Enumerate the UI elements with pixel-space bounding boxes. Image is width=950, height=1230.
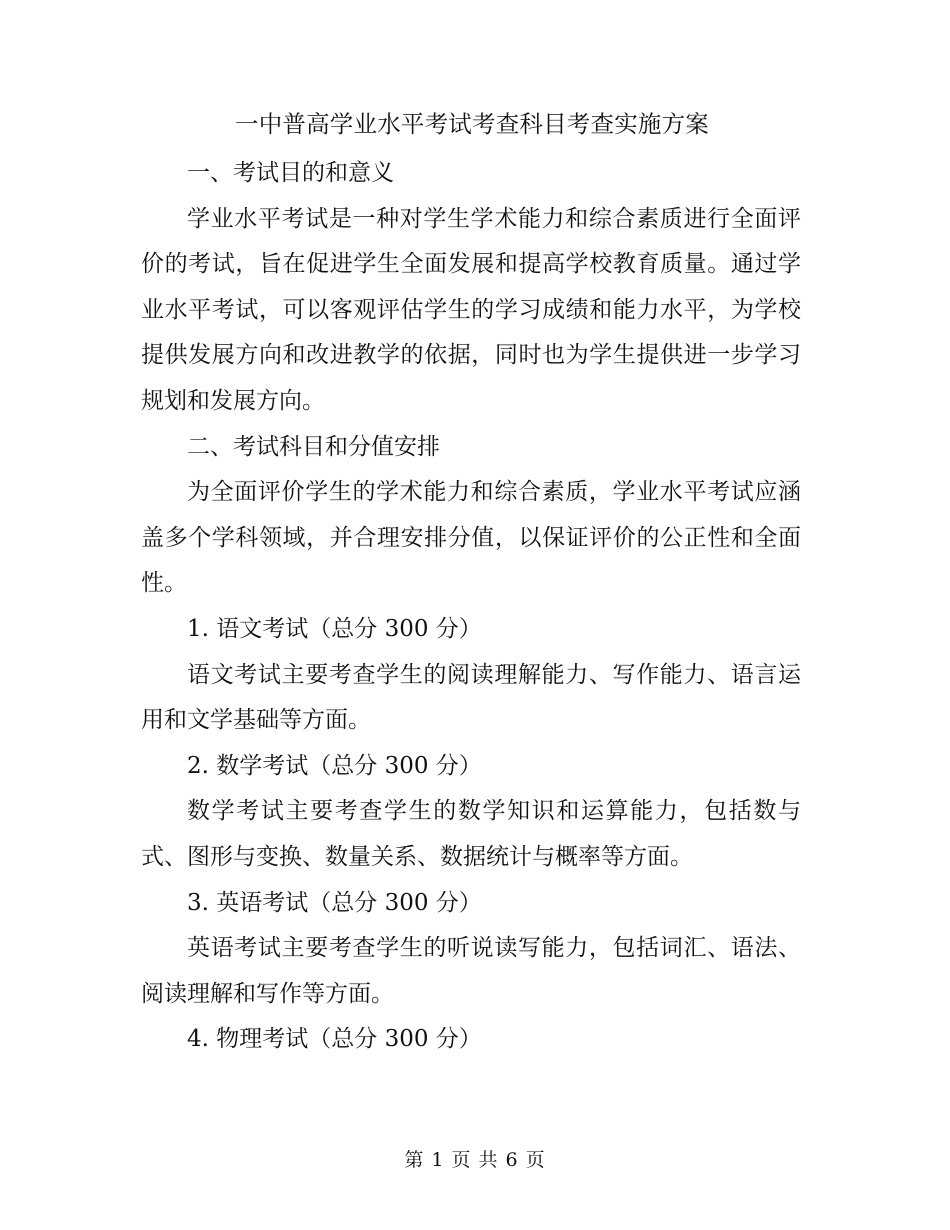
paragraph-subjects-intro: 为全面评价学生的学术能力和综合素质，学业水平考试应涵盖多个学科领域，并合理安排分值，以保证评价的公正性和全面性。 [141,479,801,597]
subject-heading-math: 2. 数学考试（总分 300 分） [187,752,482,779]
subject-heading-physics: 4. 物理考试（总分 300 分） [187,1026,482,1053]
paragraph-english: 英语考试主要考查学生的听说读写能力，包括词汇、语法、阅读理解和写作等方面。 [141,935,801,1007]
subject-heading-chinese: 1. 语文考试（总分 300 分） [187,615,482,642]
document-title: 一中普高学业水平考试考查科目考查实施方案 [235,110,709,138]
document-body [141,151,801,1063]
subject-heading-english: 3. 英语考试（总分 300 分） [187,889,482,916]
paragraph-math: 数学考试主要考查学生的数学知识和运算能力，包括数与式、图形与变换、数量关系、数据统计与概率等方面。 [141,798,801,870]
paragraph-purpose: 学业水平考试是一种对学生学术能力和综合素质进行全面评价的考试，旨在促进学生全面发展和提高学校教育质量。通过学业水平考试，可以客观评估学生的学习成绩和能力水平，为学校提供发展方向和改进教学的依据，同时也为学生提供进一步学习规划和发展方向。 [141,205,801,414]
page-number-footer: 第 1 页 共 6 页 [404,1149,546,1171]
section-heading-1: 一、考试目的和意义 [187,160,394,186]
paragraph-chinese: 语文考试主要考查学生的阅读理解能力、写作能力、语言运用和文学基础等方面。 [141,661,801,734]
section-heading-2: 二、考试科目和分值安排 [187,433,440,460]
